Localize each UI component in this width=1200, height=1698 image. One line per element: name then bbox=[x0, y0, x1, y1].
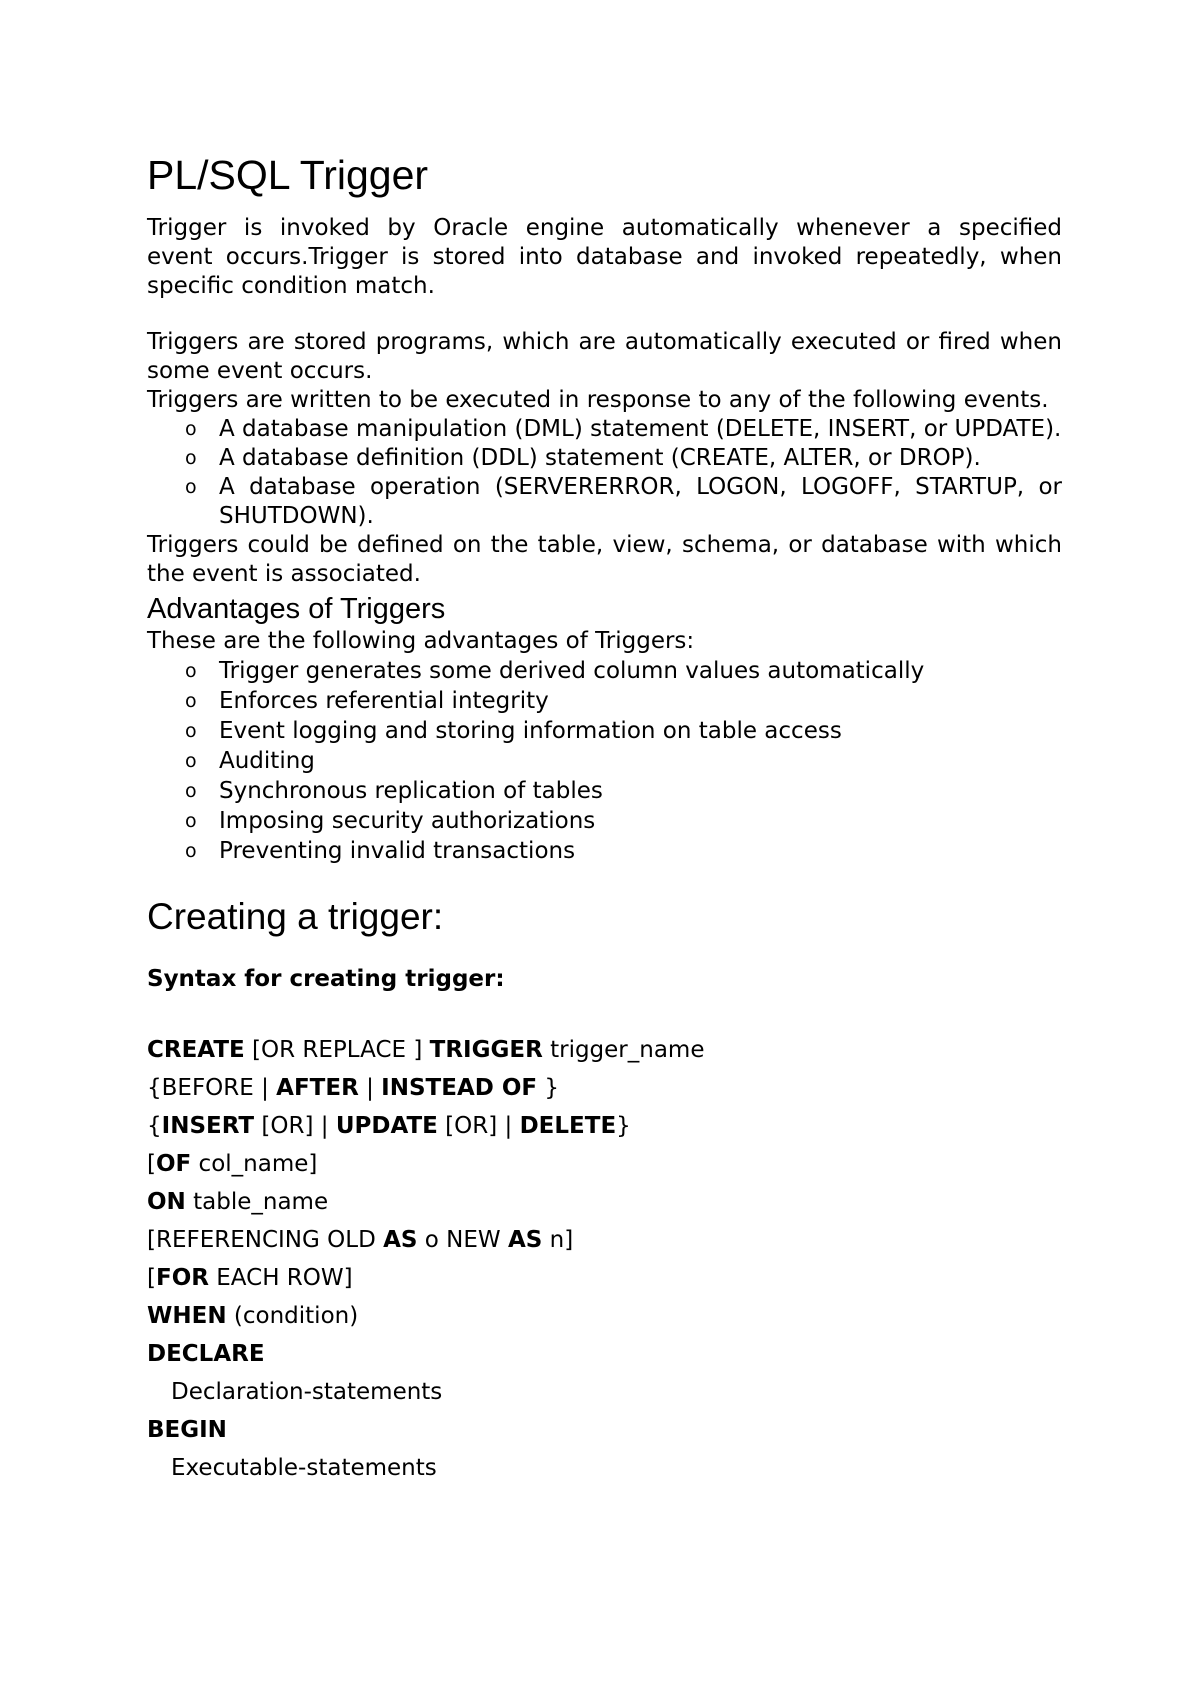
intro-paragraph-3: Triggers are written to be executed in response to any of the following events. bbox=[147, 387, 1049, 413]
circle-bullet-icon: o bbox=[185, 660, 197, 682]
code-line-create bbox=[147, 1031, 1062, 1069]
advantages-heading: Advantages of Triggers bbox=[147, 593, 446, 625]
list-item bbox=[185, 415, 1062, 444]
creating-trigger-heading: Creating a trigger: bbox=[147, 896, 444, 937]
code-text: | bbox=[358, 1075, 382, 1101]
code-text: [OR REPLACE ] bbox=[244, 1037, 430, 1063]
code-line-of bbox=[147, 1145, 1062, 1183]
list-item-text: Synchronous replication of tables bbox=[219, 778, 603, 804]
keyword: AS bbox=[507, 1227, 543, 1253]
document-page bbox=[147, 150, 1062, 1487]
code-line-timing bbox=[147, 1069, 1062, 1107]
circle-bullet-icon: o bbox=[185, 840, 197, 862]
code-line-for-each-row bbox=[147, 1259, 1062, 1297]
circle-bullet-icon: o bbox=[185, 810, 197, 832]
intro-paragraph-2: Triggers are stored programs, which are automatically executed or fired when some event occurs. bbox=[147, 329, 1062, 384]
list-item bbox=[185, 686, 1062, 716]
intro-paragraph-1-line-1: Trigger is invoked by Oracle engine automatically whenever a specified bbox=[147, 215, 1062, 241]
list-item bbox=[185, 776, 1062, 806]
code-text: (condition) bbox=[226, 1303, 359, 1329]
circle-bullet-icon: o bbox=[185, 447, 197, 469]
code-line-events bbox=[147, 1107, 1062, 1145]
code-line-referencing bbox=[147, 1221, 1062, 1259]
code-text: [OR] | bbox=[254, 1113, 336, 1139]
code-text: EACH ROW] bbox=[208, 1265, 353, 1291]
list-item-text: Trigger generates some derived column values automatically bbox=[219, 658, 925, 684]
paragraph-gap bbox=[147, 301, 1062, 328]
circle-bullet-icon: o bbox=[185, 720, 197, 742]
code-text: trigger_name bbox=[542, 1037, 705, 1063]
code-text: [OR] | bbox=[437, 1113, 520, 1139]
keyword: UPDATE bbox=[335, 1113, 438, 1139]
code-line-on bbox=[147, 1183, 1062, 1221]
list-item-text: A database operation (SERVERERROR, LOGON, LOGOFF, STARTUP, or SHUTDOWN). bbox=[219, 474, 1062, 529]
code-text: Executable-statements bbox=[171, 1455, 437, 1481]
code-text: [ bbox=[147, 1151, 156, 1177]
keyword: AFTER bbox=[276, 1075, 359, 1101]
keyword: CREATE bbox=[147, 1037, 245, 1063]
circle-bullet-icon: o bbox=[185, 476, 197, 498]
circle-bullet-icon: o bbox=[185, 780, 197, 802]
advantages-list bbox=[147, 656, 1062, 866]
circle-bullet-icon: o bbox=[185, 418, 197, 440]
code-text: [REFERENCING OLD bbox=[147, 1227, 384, 1253]
code-text: [ bbox=[147, 1265, 156, 1291]
intro-paragraph-4: Triggers could be defined on the table, view, schema, or database with which the event is associated. bbox=[147, 532, 1062, 587]
code-text: table_name bbox=[185, 1189, 329, 1215]
list-item bbox=[185, 656, 1062, 686]
syntax-code-block bbox=[147, 1031, 1062, 1487]
code-text: } bbox=[616, 1113, 631, 1139]
intro-paragraph-1-rest: event occurs.Trigger is stored into database and invoked repeatedly, when specific condition match. bbox=[147, 244, 1062, 299]
keyword: FOR bbox=[155, 1265, 209, 1291]
list-item bbox=[185, 473, 1062, 531]
keyword: WHEN bbox=[147, 1303, 227, 1329]
list-item-text: A database manipulation (DML) statement (DELETE, INSERT, or UPDATE). bbox=[219, 416, 1062, 442]
advantages-lead: These are the following advantages of Triggers: bbox=[147, 628, 695, 654]
list-item-text: Imposing security authorizations bbox=[219, 808, 596, 834]
code-line-declare bbox=[147, 1335, 1062, 1373]
code-text: n] bbox=[542, 1227, 574, 1253]
page-title: PL/SQL Trigger bbox=[147, 152, 429, 198]
list-item-text: Preventing invalid transactions bbox=[219, 838, 576, 864]
list-item bbox=[185, 444, 1062, 473]
keyword: OF bbox=[155, 1151, 192, 1177]
code-line-begin bbox=[147, 1411, 1062, 1449]
code-line-declarations bbox=[147, 1373, 1062, 1411]
keyword: ON bbox=[147, 1189, 186, 1215]
syntax-heading: Syntax for creating trigger: bbox=[147, 966, 505, 992]
code-line-executables bbox=[147, 1449, 1062, 1487]
keyword: TRIGGER bbox=[429, 1037, 543, 1063]
list-item-text: Enforces referential integrity bbox=[219, 688, 549, 714]
keyword: INSERT bbox=[161, 1113, 255, 1139]
list-item-text: Event logging and storing information on table access bbox=[219, 718, 842, 744]
list-item-text: Auditing bbox=[219, 748, 315, 774]
list-item bbox=[185, 806, 1062, 836]
list-item bbox=[185, 746, 1062, 776]
list-item bbox=[185, 836, 1062, 866]
circle-bullet-icon: o bbox=[185, 690, 197, 712]
list-item bbox=[185, 716, 1062, 746]
circle-bullet-icon: o bbox=[185, 750, 197, 772]
code-text: o NEW bbox=[417, 1227, 508, 1253]
code-text: Declaration-statements bbox=[171, 1379, 443, 1405]
keyword: INSTEAD OF bbox=[381, 1075, 538, 1101]
keyword: DELETE bbox=[519, 1113, 617, 1139]
keyword: BEGIN bbox=[147, 1417, 227, 1443]
code-text: } bbox=[537, 1075, 560, 1101]
event-list bbox=[147, 415, 1062, 531]
code-text: {BEFORE | bbox=[147, 1075, 277, 1101]
code-text: col_name] bbox=[191, 1151, 318, 1177]
code-text: { bbox=[147, 1113, 162, 1139]
keyword: AS bbox=[383, 1227, 418, 1253]
list-item-text: A database definition (DDL) statement (CREATE, ALTER, or DROP). bbox=[219, 445, 981, 471]
keyword: DECLARE bbox=[147, 1341, 265, 1367]
code-line-when bbox=[147, 1297, 1062, 1335]
